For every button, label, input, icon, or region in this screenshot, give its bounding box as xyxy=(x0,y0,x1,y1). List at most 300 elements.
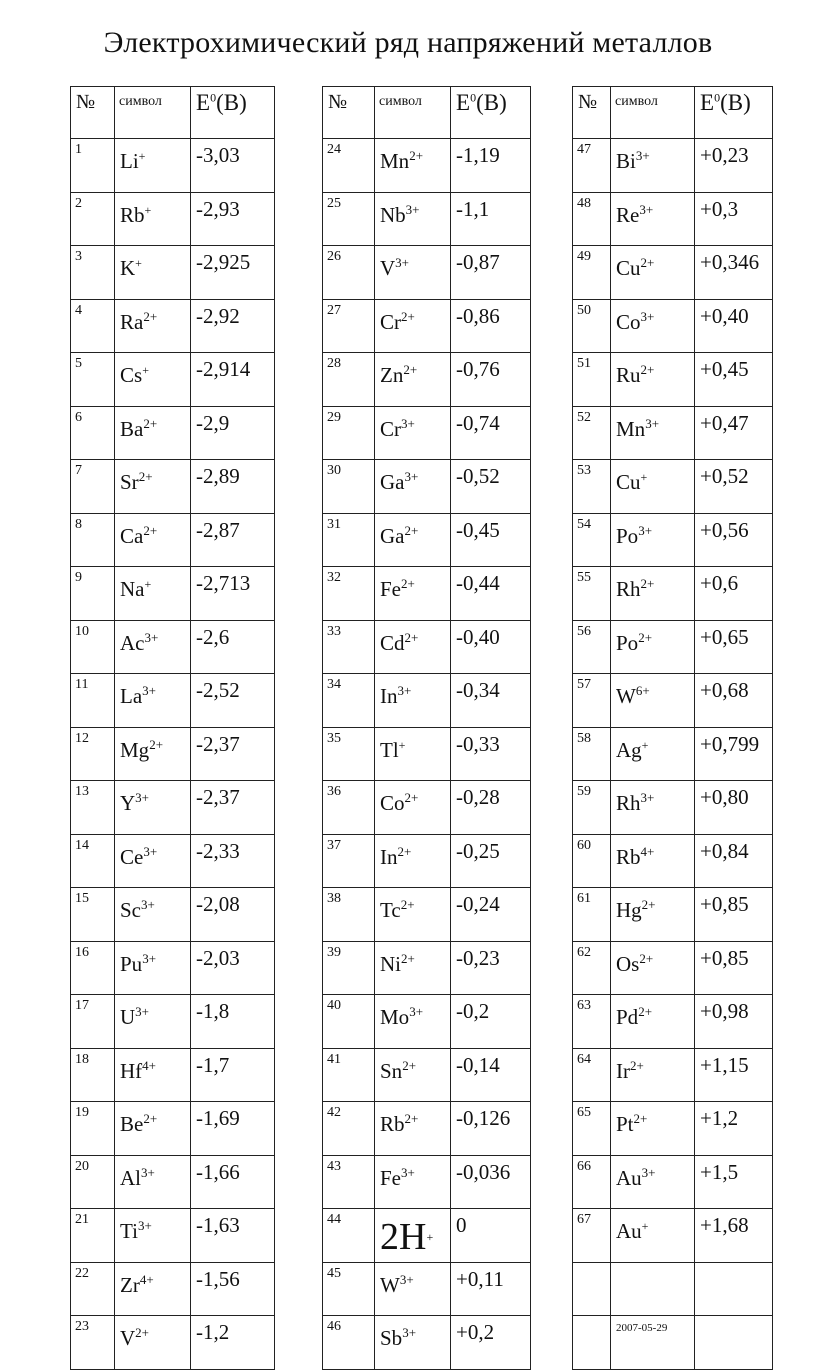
potential-value xyxy=(191,460,275,514)
element-charge: 2+ xyxy=(640,576,655,591)
potential-value xyxy=(451,460,531,514)
potential-value-text: +0,85 xyxy=(700,892,749,916)
row-number: 14 xyxy=(71,834,115,888)
element-name: Au xyxy=(616,1219,642,1243)
potential-value-text: +1,68 xyxy=(700,1213,749,1237)
potential-value-text: +0,68 xyxy=(700,678,749,702)
header-symbol: символ xyxy=(375,87,451,139)
element-charge: + xyxy=(135,256,142,270)
element-symbol xyxy=(375,1262,451,1316)
potential-value xyxy=(451,995,531,1049)
potential-value xyxy=(451,888,531,942)
table-row xyxy=(71,674,275,728)
table-row xyxy=(573,139,773,193)
table-row xyxy=(573,888,773,942)
row-number: 31 xyxy=(323,513,375,567)
element-symbol xyxy=(115,406,191,460)
row-number: 11 xyxy=(71,674,115,728)
potential-value xyxy=(191,299,275,353)
potential-value xyxy=(451,567,531,621)
table-row xyxy=(573,192,773,246)
element-symbol xyxy=(115,941,191,995)
potential-value-text: -2,03 xyxy=(196,945,240,970)
table-row xyxy=(71,995,275,1049)
row-number: 58 xyxy=(573,727,611,781)
element-name: Fe xyxy=(380,1165,401,1190)
table-row xyxy=(71,1048,275,1102)
element-name: Ga xyxy=(380,523,405,548)
potential-value-text: -0,036 xyxy=(456,1159,511,1184)
element-name: Ba xyxy=(120,416,144,441)
row-number: 28 xyxy=(323,353,375,407)
table-row xyxy=(71,1102,275,1156)
row-number: 5 xyxy=(71,353,115,407)
table-header-row xyxy=(71,87,275,139)
potential-value-text: -0,2 xyxy=(456,999,490,1023)
element-name: Mo xyxy=(380,1005,410,1029)
potential-value xyxy=(451,406,531,460)
potential-value-text: -0,25 xyxy=(456,838,500,863)
element-charge: 3+ xyxy=(141,897,155,912)
header-potential xyxy=(451,87,531,139)
date-note: 2007-05-29 xyxy=(616,1322,668,1334)
table-row xyxy=(323,941,531,995)
header-potential-unit: (В) xyxy=(216,90,247,115)
header-potential-unit: (В) xyxy=(720,90,751,115)
table-row xyxy=(573,1102,773,1156)
row-number: 20 xyxy=(71,1155,115,1209)
potential-value xyxy=(191,781,275,835)
element-charge: 3+ xyxy=(640,790,655,805)
potential-value xyxy=(451,1209,531,1263)
element-symbol xyxy=(375,1102,451,1156)
element-name: Ru xyxy=(616,363,641,387)
potential-value-text: -1,7 xyxy=(196,1052,230,1077)
table-row xyxy=(323,246,531,300)
potential-value-text: -0,40 xyxy=(456,624,500,649)
table-header-row xyxy=(323,87,531,139)
table-row xyxy=(573,727,773,781)
element-symbol xyxy=(115,727,191,781)
table-row xyxy=(323,727,531,781)
row-number: 57 xyxy=(573,674,611,728)
header-potential-sup: 0 xyxy=(210,90,217,105)
potential-value xyxy=(191,567,275,621)
row-number: 63 xyxy=(573,995,611,1049)
element-symbol xyxy=(375,513,451,567)
element-name: Ra xyxy=(120,309,144,334)
table-row xyxy=(71,513,275,567)
element-name: Au xyxy=(616,1165,642,1190)
potential-value-text: -2,37 xyxy=(196,731,240,756)
potential-value-text: -1,63 xyxy=(196,1213,240,1237)
potential-value xyxy=(191,674,275,728)
element-symbol xyxy=(115,620,191,674)
element-charge: 3+ xyxy=(638,522,653,538)
element-symbol xyxy=(375,727,451,781)
potential-value-text: -2,08 xyxy=(196,892,240,916)
element-symbol xyxy=(611,246,695,300)
potential-value-text: +1,5 xyxy=(700,1159,739,1184)
row-number: 59 xyxy=(573,781,611,835)
table-row xyxy=(573,995,773,1049)
element-name: Zn xyxy=(380,363,404,387)
element-symbol xyxy=(115,460,191,514)
potential-value-text: -2,914 xyxy=(196,357,251,381)
row-number: 24 xyxy=(323,139,375,193)
potential-value xyxy=(695,1102,773,1156)
element-name: Cr xyxy=(380,416,401,441)
element-charge: 3+ xyxy=(397,683,412,698)
row-number xyxy=(573,1262,611,1316)
table-row xyxy=(323,1048,531,1102)
potential-value xyxy=(191,1102,275,1156)
potential-value-text: -0,24 xyxy=(456,892,500,916)
element-name: Rh xyxy=(616,791,641,815)
row-number: 12 xyxy=(71,727,115,781)
row-number: 38 xyxy=(323,888,375,942)
potential-value-text: +0,56 xyxy=(700,517,749,542)
element-name: Rb xyxy=(380,1112,405,1136)
potential-value-text: -0,34 xyxy=(456,678,500,702)
potential-value-text: -1,19 xyxy=(456,143,500,167)
element-symbol xyxy=(115,834,191,888)
row-number: 37 xyxy=(323,834,375,888)
table-row xyxy=(323,299,531,353)
potential-value xyxy=(695,1316,773,1370)
page-title: Электрохимический ряд напряжений металлов xyxy=(103,26,713,59)
potential-value-text: -0,52 xyxy=(456,464,500,488)
element-symbol xyxy=(611,834,695,888)
element-charge: + xyxy=(144,202,152,217)
potential-value xyxy=(695,353,773,407)
element-symbol xyxy=(375,620,451,674)
row-number: 49 xyxy=(573,246,611,300)
potential-value xyxy=(191,620,275,674)
potential-value xyxy=(451,192,531,246)
element-symbol xyxy=(611,1316,695,1370)
element-charge: 3+ xyxy=(409,1004,424,1019)
potential-value-text: -0,14 xyxy=(456,1052,500,1077)
table-row xyxy=(573,1155,773,1209)
potential-value xyxy=(451,834,531,888)
potential-value xyxy=(191,513,275,567)
potential-value xyxy=(695,139,773,193)
element-name: Rh xyxy=(616,577,641,601)
table-row xyxy=(323,781,531,835)
element-name: Be xyxy=(120,1112,144,1136)
element-name: Cu xyxy=(616,256,641,280)
potential-value-text: -1,69 xyxy=(196,1106,240,1130)
table-row xyxy=(573,513,773,567)
element-name: Pd xyxy=(616,1005,639,1029)
element-name: W xyxy=(380,1272,400,1297)
potential-value-text: -2,89 xyxy=(196,464,240,488)
element-name: Cs xyxy=(120,363,143,387)
element-symbol xyxy=(611,192,695,246)
potential-value-text: +1,15 xyxy=(700,1052,749,1077)
element-symbol xyxy=(115,674,191,728)
element-symbol xyxy=(611,941,695,995)
element-charge: 2+ xyxy=(641,897,656,912)
element-name: Bi xyxy=(616,149,636,173)
element-name: Cr xyxy=(380,309,401,334)
element-symbol xyxy=(375,888,451,942)
row-number: 48 xyxy=(573,192,611,246)
element-charge: 3+ xyxy=(639,201,654,217)
potential-value-text: -0,33 xyxy=(456,731,500,756)
element-charge: 2+ xyxy=(400,897,415,912)
table-row xyxy=(71,888,275,942)
element-charge: + xyxy=(641,737,649,752)
table-row xyxy=(323,139,531,193)
header-symbol: символ xyxy=(115,87,191,139)
element-charge: 2+ xyxy=(640,362,655,377)
table-row xyxy=(71,1209,275,1263)
element-symbol xyxy=(375,781,451,835)
potential-value xyxy=(451,1048,531,1102)
table-row xyxy=(573,460,773,514)
element-charge: 3+ xyxy=(135,1004,150,1019)
element-name: Fe xyxy=(380,577,401,601)
table-row xyxy=(323,513,531,567)
element-name: Ac xyxy=(120,630,145,655)
row-number: 35 xyxy=(323,727,375,781)
potential-value-text: -0,86 xyxy=(456,303,500,328)
element-symbol xyxy=(115,139,191,193)
element-charge: 3+ xyxy=(405,201,420,217)
element-symbol xyxy=(115,1048,191,1102)
element-symbol xyxy=(375,995,451,1049)
element-symbol xyxy=(115,246,191,300)
element-name: Ga xyxy=(380,470,405,494)
element-charge: + xyxy=(640,470,648,484)
potential-value xyxy=(191,1155,275,1209)
potential-value xyxy=(451,941,531,995)
potential-value xyxy=(695,1209,773,1263)
row-number: 60 xyxy=(573,834,611,888)
potential-value-text: -1,56 xyxy=(196,1266,240,1291)
potential-value xyxy=(695,995,773,1049)
potential-value-text: -1,8 xyxy=(196,999,230,1023)
potential-value-text: -2,925 xyxy=(196,250,251,274)
potential-value-text: -1,2 xyxy=(196,1320,230,1344)
row-number: 16 xyxy=(71,941,115,995)
potential-value-text: +0,85 xyxy=(700,945,749,970)
row-number: 61 xyxy=(573,888,611,942)
table-row xyxy=(323,834,531,888)
row-number: 55 xyxy=(573,567,611,621)
element-symbol xyxy=(611,1262,695,1316)
potential-value-text: -0,23 xyxy=(456,945,500,970)
potential-value xyxy=(191,139,275,193)
element-name: Na xyxy=(120,577,145,601)
element-name: Sc xyxy=(120,898,141,922)
row-number: 32 xyxy=(323,567,375,621)
potential-value-text: +0,23 xyxy=(700,143,749,167)
element-charge: 3+ xyxy=(142,683,156,698)
potential-value-text: -0,74 xyxy=(456,410,500,435)
header-symbol: символ xyxy=(611,87,695,139)
row-number: 66 xyxy=(573,1155,611,1209)
potential-value xyxy=(695,620,773,674)
element-symbol xyxy=(611,995,695,1049)
element-symbol xyxy=(375,353,451,407)
row-number: 9 xyxy=(71,567,115,621)
potential-value-text: +0,11 xyxy=(456,1266,504,1291)
element-charge: 2+ xyxy=(633,1111,648,1126)
potential-value xyxy=(451,727,531,781)
table-row xyxy=(323,1209,531,1263)
table-row xyxy=(71,567,275,621)
element-name: Sn xyxy=(380,1058,403,1083)
element-symbol xyxy=(611,353,695,407)
element-symbol xyxy=(375,567,451,621)
row-number: 36 xyxy=(323,781,375,835)
potential-value-text: +0,80 xyxy=(700,785,749,809)
table-row xyxy=(573,406,773,460)
element-name: Ag xyxy=(616,737,642,762)
potential-value xyxy=(451,353,531,407)
row-number: 43 xyxy=(323,1155,375,1209)
potential-value-text: -2,52 xyxy=(196,678,240,702)
potential-value xyxy=(191,406,275,460)
potential-value xyxy=(191,727,275,781)
element-name: Os xyxy=(616,951,640,976)
element-name: Rb xyxy=(616,844,641,869)
element-symbol xyxy=(115,567,191,621)
element-charge: 2+ xyxy=(409,148,424,163)
element-charge: 2+ xyxy=(630,1057,644,1073)
potential-value xyxy=(695,567,773,621)
element-charge: 2+ xyxy=(143,1111,158,1126)
element-symbol xyxy=(611,781,695,835)
row-number: 34 xyxy=(323,674,375,728)
table-row xyxy=(323,620,531,674)
potential-value xyxy=(451,299,531,353)
potential-table-3 xyxy=(572,86,773,1370)
element-name: Ni xyxy=(380,951,401,976)
element-charge: 3+ xyxy=(640,308,655,324)
row-number: 30 xyxy=(323,460,375,514)
row-number: 53 xyxy=(573,460,611,514)
potential-value-text: +1,2 xyxy=(700,1106,739,1130)
element-charge: 3+ xyxy=(402,1325,417,1340)
potential-value xyxy=(451,781,531,835)
element-symbol xyxy=(115,1155,191,1209)
element-symbol xyxy=(375,834,451,888)
table-row xyxy=(71,192,275,246)
element-charge: + xyxy=(398,737,406,752)
row-number: 54 xyxy=(573,513,611,567)
element-charge: 2+ xyxy=(143,308,158,324)
element-charge: 3+ xyxy=(645,415,660,431)
row-number: 39 xyxy=(323,941,375,995)
header-number: № xyxy=(323,87,375,139)
row-number: 64 xyxy=(573,1048,611,1102)
potential-value xyxy=(451,1262,531,1316)
table-row xyxy=(71,781,275,835)
element-symbol xyxy=(115,888,191,942)
table-row xyxy=(573,941,773,995)
element-symbol xyxy=(611,1048,695,1102)
element-charge: 2+ xyxy=(138,469,153,484)
element-name: Ce xyxy=(120,844,144,869)
potential-value-text: +0,2 xyxy=(456,1320,495,1344)
element-symbol xyxy=(611,406,695,460)
row-number: 18 xyxy=(71,1048,115,1102)
potential-value-text: +0,45 xyxy=(700,357,749,381)
element-symbol xyxy=(611,567,695,621)
element-symbol xyxy=(611,674,695,728)
element-symbol xyxy=(611,299,695,353)
potential-value xyxy=(191,1048,275,1102)
element-charge: 2+ xyxy=(638,629,653,645)
element-symbol xyxy=(611,460,695,514)
element-charge: 2+ xyxy=(401,576,415,591)
row-number: 26 xyxy=(323,246,375,300)
element-name: In xyxy=(380,684,398,708)
element-charge: 2+ xyxy=(143,415,158,431)
table-row xyxy=(71,727,275,781)
element-charge: 2+ xyxy=(401,308,415,324)
row-number: 56 xyxy=(573,620,611,674)
element-charge: 2+ xyxy=(149,736,164,752)
potential-value-text: +0,47 xyxy=(700,410,749,435)
element-charge: + xyxy=(641,1219,649,1233)
element-symbol xyxy=(115,192,191,246)
header-number: № xyxy=(71,87,115,139)
header-potential-sup: 0 xyxy=(714,90,721,105)
element-symbol xyxy=(611,139,695,193)
element-symbol xyxy=(375,406,451,460)
element-charge: + xyxy=(138,149,146,163)
table-row xyxy=(323,1262,531,1316)
element-charge: 4+ xyxy=(640,843,655,859)
element-charge: 2+ xyxy=(404,790,419,805)
row-number: 2 xyxy=(71,192,115,246)
table-row xyxy=(573,674,773,728)
row-number: 7 xyxy=(71,460,115,514)
element-symbol xyxy=(375,1155,451,1209)
element-name: Co xyxy=(380,791,405,815)
potential-value-text: +0,65 xyxy=(700,624,749,649)
element-name: Li xyxy=(120,149,139,173)
header-potential-sup: 0 xyxy=(470,90,477,105)
element-name: V xyxy=(120,1326,136,1350)
potential-value xyxy=(191,888,275,942)
element-name: Re xyxy=(616,202,640,227)
potential-value xyxy=(695,299,773,353)
row-number: 27 xyxy=(323,299,375,353)
potential-value xyxy=(695,727,773,781)
element-charge: 3+ xyxy=(404,469,419,484)
element-symbol xyxy=(611,1209,695,1263)
element-symbol xyxy=(115,1316,191,1370)
potential-value xyxy=(191,1209,275,1263)
element-symbol xyxy=(375,299,451,353)
element-symbol xyxy=(375,460,451,514)
element-name: 2H xyxy=(380,1216,427,1258)
element-symbol xyxy=(375,941,451,995)
row-number: 44 xyxy=(323,1209,375,1263)
row-number: 45 xyxy=(323,1262,375,1316)
table-row xyxy=(71,1155,275,1209)
row-number: 8 xyxy=(71,513,115,567)
element-charge: 2+ xyxy=(135,1325,150,1340)
row-number: 42 xyxy=(323,1102,375,1156)
element-charge: 2+ xyxy=(640,255,655,270)
